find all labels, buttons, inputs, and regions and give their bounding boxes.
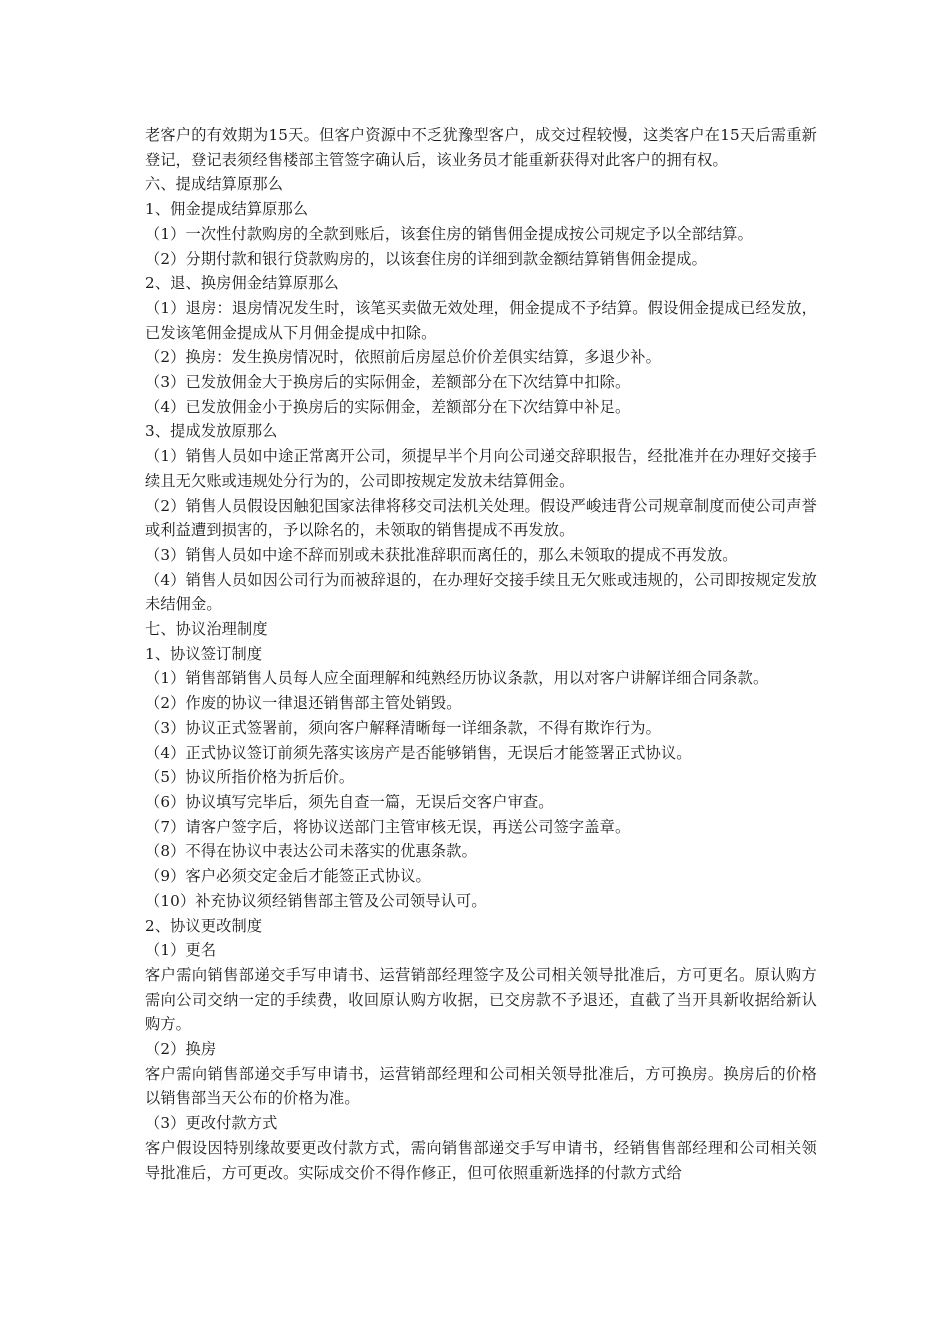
list-item: （1）一次性付款购房的全款到账后，该套住房的销售佣金提成按公司规定予以全部结算。 (145, 224, 753, 243)
list-item: （1）销售人员如中途正常离开公司，须提早半个月向公司递交辞职报告，经批准并在办理好交接手续且无欠账或违规处分行为的，公司即按规定发放未结算佣金。 (145, 447, 817, 490)
list-item: （3）销售人员如中途不辞而别或未获批准辞职而离任的，那么未领取的提成不再发放。 (145, 545, 738, 564)
list-item: （9）客户必须交定金后才能签正式协议。 (145, 867, 431, 886)
list-item: （3）协议正式签署前，须向客户解释清晰每一详细条款，不得有欺诈行为。 (145, 718, 661, 737)
list-item: （2）销售人员假设因触犯国家法律将移交司法机关处理。假设严峻违背公司规章制度而使公司声誉或利益遭到损害的，予以除名的，未领取的销售提成不再发放。 (145, 496, 817, 540)
list-item: （1）退房：退房情况发生时，该笔买卖做无效处理，佣金提成不予结算。假设佣金提成已经发放，已发该笔佣金提成从下月佣金提成中扣除。 (145, 298, 817, 342)
list-item: （4）销售人员如因公司行为而被辞退的，在办理好交接手续且无欠账或违规的，公司即按规定发放未结佣金。 (145, 570, 817, 614)
list-item: （8）不得在协议中表达公司未落实的优惠条款。 (145, 842, 477, 861)
list-item: （1）销售部销售人员每人应全面理解和纯熟经历协议条款，用以对客户讲解详细合同条款。 (145, 669, 769, 688)
subheading-commission-payout: 3、提成发放原那么 (145, 422, 278, 441)
subheading-refund-exchange-settlement: 2、退、换房佣金结算原那么 (145, 274, 339, 293)
paragraph-rename-procedure: 客户需向销售部递交手写申请书、运营销部经理签字及公司相关领导批准后，方可更名。原认购方需向公司交纳一定的手续费，收回原认购方收据，已交房款不予退还，直截了当开具新收据给新认购方。 (145, 965, 817, 1034)
list-item: （3）更改付款方式 (145, 1114, 278, 1133)
section-heading-agreement-management: 七、协议治理制度 (145, 620, 268, 639)
list-item: （3）已发放佣金大于换房后的实际佣金，差额部分在下次结算中扣除。 (145, 373, 631, 392)
paragraph-customer-validity: 老客户的有效期为15天。但客户资源中不乏犹豫型客户，成交过程较慢，这类客户在15天后需重新登记，登记表须经售楼部主管签字确认后，该业务员才能重新获得对此客户的拥有权。 (145, 126, 817, 169)
list-item: （7）请客户签字后，将协议送部门主管审核无误，再送公司签字盖章。 (145, 817, 631, 836)
paragraph-payment-change-procedure: 客户假设因特别缘故要更改付款方式，需向销售部递交手写申请书，经销售售部经理和公司相关领导批准后，方可更改。实际成交价不得作修正，但可依照重新选择的付款方式给 (145, 1138, 817, 1182)
list-item: （6）协议填写完毕后，须先自查一篇，无误后交客户审查。 (145, 792, 554, 811)
list-item: （5）协议所指价格为折后价。 (145, 768, 355, 787)
list-item: （10）补充协议须经销售部主管及公司领导认可。 (145, 891, 487, 910)
paragraph-exchange-procedure: 客户需向销售部递交手写申请书，运营销部经理和公司相关领导批准后，方可换房。换房后的价格以销售部当天公布的价格为准。 (145, 1064, 817, 1108)
subheading-commission-settlement: 1、佣金提成结算原那么 (145, 200, 309, 219)
list-item: （2）换房：发生换房情况时，依照前后房屋总价价差俱实结算，多退少补。 (145, 348, 661, 367)
document-page (145, 123, 817, 1185)
list-item: （4）已发放佣金小于换房后的实际佣金，差额部分在下次结算中补足。 (145, 397, 631, 416)
subheading-agreement-signing: 1、协议签订制度 (145, 644, 263, 663)
section-heading-commission-principles: 六、提成结算原那么 (145, 175, 284, 194)
list-item: （2）分期付款和银行贷款购房的，以该套住房的详细到款金额结算销售佣金提成。 (145, 249, 707, 268)
list-item: （2）换房 (145, 1040, 217, 1059)
list-item: （4）正式协议签订前须先落实该房产是否能够销售，无误后才能签署正式协议。 (145, 743, 692, 762)
list-item: （1）更名 (145, 941, 217, 960)
list-item: （2）作废的协议一律退还销售部主管处销毁。 (145, 694, 462, 713)
subheading-agreement-change: 2、协议更改制度 (145, 916, 263, 935)
